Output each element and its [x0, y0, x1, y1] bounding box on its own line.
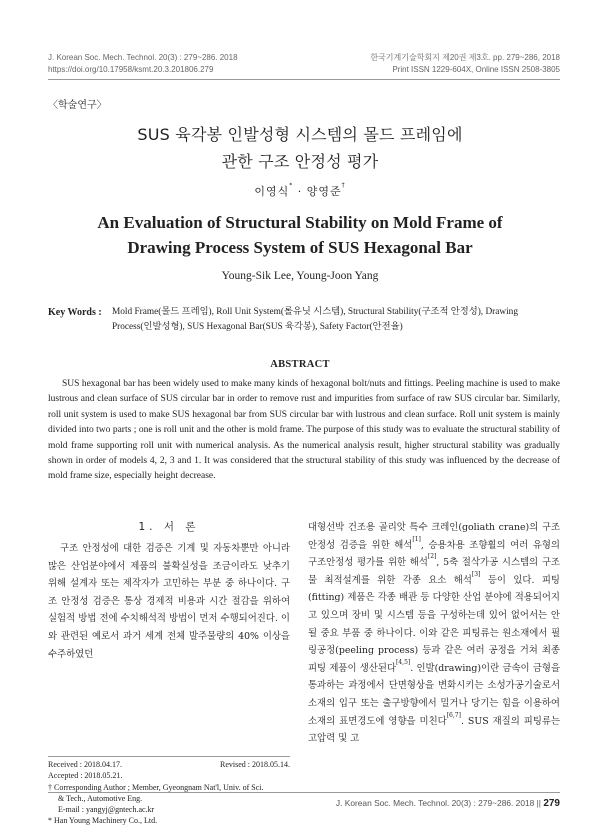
email[interactable]: E-mail : yangyj@gntech.ac.kr: [58, 805, 155, 815]
affiliation: * Han Young Machinery Co., Ltd.: [48, 816, 158, 826]
accepted-date: Accepted : 2018.05.21.: [48, 771, 123, 781]
received-date: Received : 2018.04.17.: [48, 760, 122, 769]
keywords-label: Key Words :: [48, 307, 102, 318]
korean-title: [0, 121, 600, 175]
author-2-mark: †: [341, 182, 346, 189]
english-authors: Young-Sik Lee, Young-Joon Yang: [221, 270, 379, 282]
running-header-left: [48, 52, 238, 75]
right-column-text: [308, 519, 560, 748]
corresponding-author: † Corresponding Author ; Member, Gyeongnam Nat'l, Univ. of Sci.: [48, 782, 264, 792]
korean-authors: [0, 183, 600, 199]
page-number: 279: [543, 798, 560, 809]
left-column-text: 구조 안정성에 대한 검증은 기계 및 자동차뿐만 아니라 많은 산업분야에서 제품의 불확실성을 조금이라도 낮추기 위해 설계자 또는 제작자가 고민하는 부분 중 하나이다. 구조 안정성 검증은 통상 경제적 비용과 시간 절감을 위하여 실험적 방법 전에 수치해석적 방법이 먼저 수행되어진다. 이와 관련된 예로서 과거 세계 전체 발주물량의 40% 이상을 수주하였던: [48, 543, 290, 660]
abstract-body: SUS hexagonal bar has been widely used to make many kinds of hexagonal bolt/nuts and fittings. Peeling machine is used to make lustrous and clean surface of SUS circular bar in order to remove rust and impurities from surface of raw SUS circular bar. Similarly, roll unit system is used to make SUS hexagonal bar from SUS circular bar with lustrous and clean surface. Roll unit system is mainly divided into two parts ; one is roll unit and the other is mold frame. The purpose of this study was to evaluate the structural stability of mold frame supporting roll unit with numerical analysis. As the numerical analysis result, higher structural stability was gradually shown in order of models 4, 2, 3 and 1. It was considered that the structural stability of this study was influenced by the decrease of mold frame size, especially height decrease.: [48, 379, 560, 482]
paragraph-part: 대형선박 건조용 골리앗 특수 크레인(goliath crane)의 구조안정성 검증을 위한 해석: [308, 522, 560, 551]
english-title-line-2: Drawing Process System of SUS Hexagonal Bar: [127, 238, 473, 257]
paragraph-part: , 승용차용 조향휠의 여러 유형의 구조안정성 평가를 위한 해석: [308, 539, 560, 569]
section-1-title: 1. 서 론: [138, 521, 200, 533]
author-2: 양영준: [306, 185, 342, 198]
citation-ref[interactable]: [6,7]: [446, 711, 461, 719]
author-1: 이영식: [254, 185, 290, 198]
paragraph-part: , 5축 절삭가공 시스템의 구조물 최적설계를 위한 각종 요소 해석: [308, 557, 560, 586]
citation-ref[interactable]: [4,5]: [396, 658, 411, 666]
journal-citation: J. Korean Soc. Mech. Technol. 20(3) : 279~286. 2018: [48, 53, 238, 62]
citation-ref[interactable]: [1]: [412, 535, 421, 543]
author-1-mark: *: [289, 182, 294, 189]
citation-ref[interactable]: [2]: [427, 553, 437, 561]
author-separator: ·: [293, 185, 307, 198]
english-title-line-1: An Evaluation of Structural Stability on Mold Frame of: [97, 213, 503, 232]
abstract-heading: ABSTRACT: [270, 359, 330, 370]
keywords: [48, 305, 558, 335]
korean-title-line-1: SUS 육각봉 인발성형 시스템의 몰드 프레임에: [137, 125, 463, 144]
doi-link[interactable]: https://doi.org/10.17958/ksmt.20.3.201806.279: [48, 64, 214, 74]
keywords-text: Mold Frame(몰드 프레임), Roll Unit System(롤유닛 시스템), Structural Stability(구조적 안정성), Drawing Process(인발성형), SUS Hexagonal Bar(SUS 육각봉), Safety Factor(안전율): [112, 307, 518, 332]
korean-title-line-2: 관한 구조 안정성 평가: [221, 152, 379, 171]
english-title: [0, 210, 600, 260]
paragraph-part: . SUS 재질의 피팅류는 고압력 및 고: [308, 715, 560, 745]
page-footer: [336, 798, 560, 809]
footer-citation: J. Korean Soc. Mech. Technol. 20(3) : 279~286. 2018 ||: [335, 798, 541, 808]
running-header-right: [370, 52, 560, 75]
korean-journal-citation: 한국기계기술학회지 제20권 제3호. pp. 279~286, 2018: [370, 53, 560, 62]
citation-ref[interactable]: [3]: [471, 570, 481, 578]
section-tag: 〈학술연구〉: [48, 100, 107, 111]
paragraph-part: . 인발(drawing)이란 금속이 금형을 통과하는 과정에서 단면형상을 변화시키는 소성가공기술로서 소재의 입구 또는 출구방향에서 밀거나 당기는 힘을 이용하여 소재의 표면경도에 영향을 미친다: [308, 662, 560, 727]
issn-line: Print ISSN 1229-604X, Online ISSN 2508-3805: [392, 64, 560, 74]
corresponding-author-cont: & Tech., Automotive Eng.: [58, 793, 143, 803]
paragraph-part: 등이 있다. 피팅(fitting) 제품은 각종 배관 등 다양한 산업 분야에 적용되어지고 있으며 장비 및 시스템 등을 구성하는데 있어 없어서는 안될 중요 부품 중 하나이다. 이와 같은 피팅류는 원소재에서 필링공정(peeling process) 등과 같은 여러 공정을 거쳐 최종 피팅 제품이 생산된다: [308, 574, 560, 674]
header-divider: [48, 79, 560, 80]
revised-date: Revised : 2018.05.14.: [220, 760, 290, 769]
footnote-divider: [48, 756, 290, 757]
dates-row: [48, 759, 290, 770]
footer-divider: [48, 792, 560, 793]
